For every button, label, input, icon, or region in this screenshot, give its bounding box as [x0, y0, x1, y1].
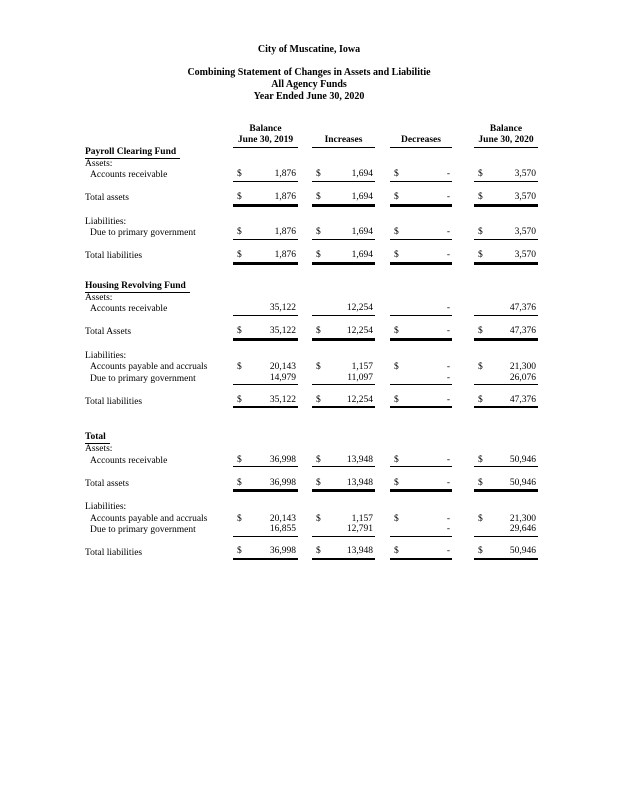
- dollar-sign: $: [316, 454, 321, 465]
- dollar-sign: $: [478, 477, 483, 488]
- subsection-row: [85, 351, 538, 363]
- table-row-total: [85, 327, 538, 339]
- dollar-sign: $: [478, 362, 483, 373]
- section-header-row: [85, 281, 538, 293]
- statement-table: [85, 121, 538, 560]
- cell-value: 20,143: [269, 362, 296, 373]
- table-row: [85, 170, 538, 182]
- dollar-sign: $: [237, 326, 242, 337]
- cell-value: 16,855: [269, 524, 296, 535]
- table-row: [85, 525, 538, 537]
- table-header-row: [85, 121, 538, 147]
- spacer-row: [85, 385, 538, 397]
- cell-value: 1,876: [274, 250, 296, 261]
- table-row-total: [85, 193, 538, 205]
- subsection-row: [85, 159, 538, 171]
- statement-period: Year Ended June 30, 2020: [253, 91, 365, 102]
- cell-value: 12,254: [346, 326, 373, 337]
- row-label: Accounts receivable: [90, 304, 168, 315]
- dollar-sign: $: [478, 250, 483, 261]
- cell-value: -: [446, 326, 450, 337]
- dollar-sign: $: [478, 192, 483, 203]
- table-row-total: [85, 548, 538, 560]
- table-row: [85, 228, 538, 240]
- cell-value: -: [446, 227, 450, 238]
- dollar-sign: $: [394, 454, 399, 465]
- dollar-sign: $: [478, 227, 483, 238]
- table-row: [85, 456, 538, 468]
- table-row-total: [85, 479, 538, 491]
- dollar-sign: $: [316, 394, 321, 405]
- table-row: [85, 362, 538, 374]
- dollar-sign: $: [316, 169, 321, 180]
- col-header-balance-2019: Balance June 30, 2019: [233, 121, 298, 148]
- cell-value: 13,948: [346, 477, 373, 488]
- cell-value: 21,300: [509, 362, 536, 373]
- cell-value: 3,570: [514, 227, 536, 238]
- subsection-row: [85, 217, 538, 229]
- cell-value: -: [446, 303, 450, 314]
- statement-title: Combining Statement of Changes in Assets and Liabilitie: [187, 67, 431, 78]
- col-header-increases: Increases: [312, 121, 375, 148]
- dollar-sign: $: [316, 546, 321, 557]
- cell-value: 29,646: [509, 524, 536, 535]
- spacer-row: [85, 182, 538, 194]
- row-label: Due to primary government: [90, 228, 196, 239]
- spacer-row: [85, 205, 538, 217]
- dollar-sign: $: [237, 546, 242, 557]
- dollar-sign: $: [394, 513, 399, 524]
- cell-value: 1,694: [351, 192, 373, 203]
- subsection-row: [85, 502, 538, 514]
- section-title: Payroll Clearing Fund: [85, 147, 180, 159]
- dollar-sign: $: [478, 169, 483, 180]
- dollar-sign: $: [237, 477, 242, 488]
- row-label: Total assets: [85, 478, 129, 489]
- cell-value: 20,143: [269, 513, 296, 524]
- dollar-sign: $: [237, 169, 242, 180]
- dollar-sign: $: [394, 477, 399, 488]
- document-org-title: City of Muscatine, Iowa: [257, 44, 361, 55]
- dollar-sign: $: [316, 362, 321, 373]
- cell-value: 21,300: [509, 513, 536, 524]
- dollar-sign: $: [394, 169, 399, 180]
- cell-value: 1,157: [351, 513, 373, 524]
- row-label: Due to primary government: [90, 525, 196, 536]
- dollar-sign: $: [316, 477, 321, 488]
- dollar-sign: $: [478, 326, 483, 337]
- cell-value: 12,254: [346, 394, 373, 405]
- cell-value: 1,694: [351, 227, 373, 238]
- col-header-balance-2020: Balance June 30, 2020: [474, 121, 538, 148]
- dollar-sign: $: [237, 454, 242, 465]
- cell-value: 36,998: [269, 454, 296, 465]
- cell-value: 47,376: [509, 326, 536, 337]
- row-label: Accounts payable and accruals: [90, 513, 208, 524]
- dollar-sign: $: [478, 546, 483, 557]
- dollar-sign: $: [394, 326, 399, 337]
- document-subtitle: [0, 67, 618, 103]
- cell-value: 11,097: [347, 372, 373, 383]
- cell-value: 36,998: [269, 477, 296, 488]
- subsection-label: Assets:: [85, 444, 113, 455]
- cell-value: 1,694: [351, 250, 373, 261]
- spacer-row: [85, 316, 538, 328]
- dollar-sign: $: [478, 394, 483, 405]
- cell-value: 35,122: [269, 303, 296, 314]
- cell-value: -: [446, 362, 450, 373]
- subsection-label: Assets:: [85, 158, 113, 169]
- subsection-row: [85, 293, 538, 305]
- cell-value: 12,254: [346, 303, 373, 314]
- spacer-row: [85, 240, 538, 252]
- dollar-sign: $: [316, 326, 321, 337]
- subsection-label: Assets:: [85, 292, 113, 303]
- cell-value: -: [446, 192, 450, 203]
- dollar-sign: $: [237, 362, 242, 373]
- section-title: Total: [85, 432, 110, 444]
- dollar-sign: $: [237, 250, 242, 261]
- dollar-sign: $: [316, 513, 321, 524]
- subsection-label: Liabilities:: [85, 502, 127, 513]
- cell-value: 47,376: [509, 394, 536, 405]
- cell-value: 35,122: [269, 326, 296, 337]
- spacer-row: [85, 339, 538, 351]
- dollar-sign: $: [394, 394, 399, 405]
- cell-value: 13,948: [346, 546, 373, 557]
- table-row: [85, 304, 538, 316]
- dollar-sign: $: [478, 454, 483, 465]
- cell-value: -: [446, 372, 450, 383]
- dollar-sign: $: [394, 546, 399, 557]
- cell-value: 1,876: [274, 169, 296, 180]
- dollar-sign: $: [394, 362, 399, 373]
- cell-value: 1,876: [274, 227, 296, 238]
- section-header-row: [85, 147, 538, 159]
- cell-value: -: [446, 394, 450, 405]
- table-row: [85, 514, 538, 526]
- row-label: Accounts payable and accruals: [90, 362, 208, 373]
- cell-value: 26,076: [509, 372, 536, 383]
- cell-value: 36,998: [269, 546, 296, 557]
- row-label: Total assets: [85, 193, 129, 204]
- cell-value: -: [446, 169, 450, 180]
- dollar-sign: $: [237, 192, 242, 203]
- subsection-row: [85, 444, 538, 456]
- dollar-sign: $: [316, 227, 321, 238]
- cell-value: 1,876: [274, 192, 296, 203]
- dollar-sign: $: [237, 227, 242, 238]
- row-label: Total liabilities: [85, 251, 143, 262]
- cell-value: -: [446, 546, 450, 557]
- spacer-row: [85, 537, 538, 549]
- cell-value: 3,570: [514, 169, 536, 180]
- table-row-total: [85, 251, 538, 263]
- spacer-row: [85, 467, 538, 479]
- col-header-decreases: Decreases: [390, 121, 452, 148]
- dollar-sign: $: [316, 250, 321, 261]
- cell-value: 14,979: [269, 372, 296, 383]
- cell-value: -: [446, 454, 450, 465]
- fund-scope: All Agency Funds: [271, 79, 347, 90]
- row-label: Accounts receivable: [90, 170, 168, 181]
- dollar-sign: $: [237, 394, 242, 405]
- cell-value: 12,791: [346, 524, 373, 535]
- cell-value: 50,946: [509, 477, 536, 488]
- row-label: Total liabilities: [85, 396, 143, 407]
- cell-value: 3,570: [514, 250, 536, 261]
- cell-value: 50,946: [509, 454, 536, 465]
- section-title: Housing Revolving Fund: [85, 281, 190, 293]
- row-label: Total liabilities: [85, 548, 143, 559]
- dollar-sign: $: [394, 227, 399, 238]
- cell-value: 13,948: [346, 454, 373, 465]
- dollar-sign: $: [394, 192, 399, 203]
- cell-value: 50,946: [509, 546, 536, 557]
- row-label: Total Assets: [85, 327, 132, 338]
- cell-value: 1,157: [351, 362, 373, 373]
- table-row-total: [85, 394, 538, 409]
- table-row: [85, 374, 538, 386]
- cell-value: -: [446, 250, 450, 261]
- dollar-sign: $: [394, 250, 399, 261]
- cell-value: -: [446, 477, 450, 488]
- dollar-sign: $: [478, 513, 483, 524]
- cell-value: 1,694: [351, 169, 373, 180]
- row-label: Accounts receivable: [90, 455, 168, 466]
- section-header-row: [85, 432, 538, 444]
- spacer-row: [85, 490, 538, 502]
- dollar-sign: $: [237, 513, 242, 524]
- cell-value: 3,570: [514, 192, 536, 203]
- row-label: Due to primary government: [90, 373, 196, 384]
- dollar-sign: $: [316, 192, 321, 203]
- subsection-label: Liabilities:: [85, 216, 127, 227]
- subsection-label: Liabilities:: [85, 350, 127, 361]
- cell-value: 35,122: [269, 394, 296, 405]
- cell-value: -: [446, 513, 450, 524]
- cell-value: 47,376: [509, 303, 536, 314]
- cell-value: -: [446, 524, 450, 535]
